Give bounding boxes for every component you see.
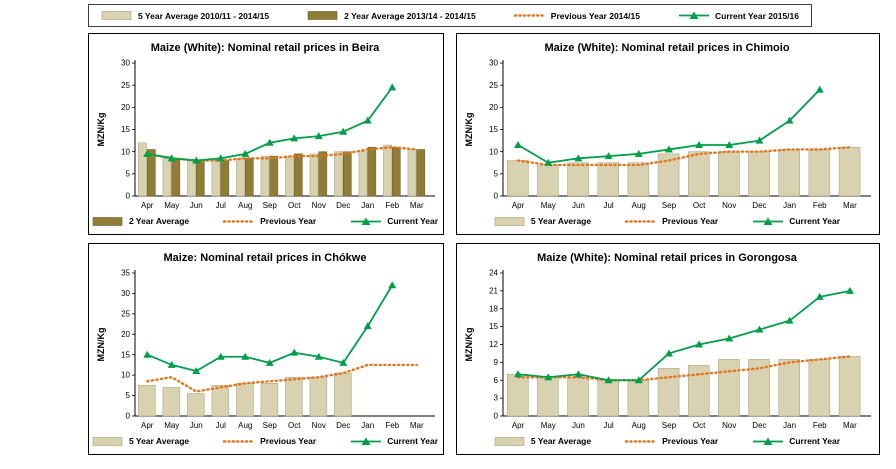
- svg-text:0: 0: [493, 191, 498, 201]
- svg-text:Sep: Sep: [262, 421, 277, 430]
- svg-text:0: 0: [125, 191, 130, 201]
- top-legend-item-2-year-average-2013-14-2014-15: [307, 10, 476, 21]
- chart-legend-item-previous-year: [223, 216, 316, 227]
- chart-legend-item-2-year-average: [92, 216, 189, 227]
- svg-text:Aug: Aug: [238, 201, 253, 210]
- svg-text:5: 5: [493, 169, 498, 179]
- svg-text:Oct: Oct: [692, 201, 706, 210]
- chart-panel-chimoio: [456, 33, 880, 235]
- chart-legend-label: Previous Year: [662, 436, 719, 446]
- dotted-swatch: [625, 216, 657, 227]
- svg-text:Nov: Nov: [722, 421, 737, 430]
- svg-text:12: 12: [489, 340, 498, 350]
- svg-text:Apr: Apr: [511, 421, 525, 430]
- chart-legend: [93, 431, 437, 451]
- bar-swatch: [494, 436, 526, 447]
- chart-legend-label: Current Year: [789, 436, 841, 446]
- svg-text:Feb: Feb: [812, 421, 827, 430]
- svg-text:10: 10: [489, 147, 498, 157]
- chart-legend-label: Current Year: [387, 216, 439, 226]
- top-legend-item-previous-year-2014-15: [514, 10, 640, 21]
- bars-5-year-average: [138, 373, 351, 416]
- chart-legend-label: Current Year: [387, 436, 439, 446]
- svg-text:Jan: Jan: [361, 421, 375, 430]
- charts-grid: [88, 33, 880, 455]
- bars-5-year-average: [507, 147, 860, 196]
- svg-text:Sep: Sep: [661, 421, 677, 430]
- svg-text:Aug: Aug: [238, 421, 253, 430]
- svg-text:Apr: Apr: [141, 201, 154, 210]
- top-legend-item-current-year-2015-16: [678, 10, 799, 21]
- svg-text:Nov: Nov: [311, 421, 326, 430]
- chart-legend-item-previous-year: [625, 216, 718, 227]
- chart-legend-item-5-year-average: [494, 436, 591, 447]
- svg-text:Nov: Nov: [311, 201, 326, 210]
- y-axis-label: MZN/Kg: [96, 112, 106, 147]
- chart-legend-label: Previous Year: [260, 436, 317, 446]
- dotted-swatch: [223, 216, 255, 227]
- chart-title: Maize: Nominal retail prices in Chókwe: [163, 252, 367, 264]
- svg-text:10: 10: [121, 147, 130, 157]
- svg-text:Jun: Jun: [571, 201, 585, 210]
- svg-text:25: 25: [489, 80, 498, 90]
- chart-legend-label: 5 Year Average: [128, 436, 190, 446]
- svg-text:Dec: Dec: [752, 201, 767, 210]
- bar-swatch: [494, 216, 526, 227]
- svg-text:15: 15: [489, 322, 498, 332]
- svg-text:May: May: [540, 201, 556, 210]
- svg-text:5: 5: [125, 169, 130, 179]
- line-current-year: [143, 281, 396, 374]
- bars-5-year-average: [507, 356, 860, 416]
- svg-text:3: 3: [493, 393, 498, 403]
- top-legend-item-5-year-average-2010-11-2014-15: [101, 10, 269, 21]
- chart-legend-item-current-year: [350, 436, 438, 447]
- svg-text:Oct: Oct: [288, 421, 301, 430]
- svg-text:Dec: Dec: [336, 201, 351, 210]
- svg-text:Dec: Dec: [336, 421, 351, 430]
- svg-text:20: 20: [489, 102, 498, 112]
- svg-text:Mar: Mar: [843, 201, 857, 210]
- svg-text:Mar: Mar: [843, 421, 857, 430]
- svg-text:Sep: Sep: [262, 201, 277, 210]
- chart-canvas: [93, 265, 437, 431]
- svg-text:5: 5: [125, 391, 130, 401]
- chart-legend-item-previous-year: [223, 436, 316, 447]
- chart-legend-label: Previous Year: [662, 216, 719, 226]
- chart-plot-area: [461, 55, 873, 211]
- svg-text:Mar: Mar: [409, 421, 424, 430]
- top-legend-label: 5 Year Average 2010/11 - 2014/15: [138, 10, 270, 21]
- svg-text:30: 30: [121, 58, 130, 68]
- svg-text:20: 20: [121, 329, 130, 339]
- svg-text:15: 15: [121, 350, 130, 360]
- chart-legend-item-5-year-average: [92, 436, 189, 447]
- top-legend-label: Current Year 2015/16: [715, 10, 799, 21]
- svg-text:20: 20: [121, 102, 130, 112]
- svg-text:Oct: Oct: [692, 421, 706, 430]
- svg-text:Mar: Mar: [409, 201, 424, 210]
- chart-legend-label: 5 Year Average: [530, 436, 592, 446]
- svg-text:Dec: Dec: [752, 421, 767, 430]
- svg-text:35: 35: [121, 268, 130, 278]
- svg-text:6: 6: [493, 375, 498, 385]
- x-axis-labels: [141, 421, 424, 430]
- svg-text:Jun: Jun: [189, 421, 203, 430]
- x-axis-labels: [512, 421, 857, 430]
- chart-title: Maize (White): Nominal retail prices in Beira: [150, 42, 380, 54]
- svg-text:Jan: Jan: [361, 201, 375, 210]
- dotted-swatch: [514, 10, 546, 21]
- top-legend: [88, 4, 812, 27]
- svg-text:0: 0: [125, 411, 130, 421]
- svg-text:May: May: [540, 421, 556, 430]
- bar-swatch: [307, 10, 339, 21]
- chart-legend: [461, 431, 873, 451]
- svg-text:Jan: Jan: [783, 201, 797, 210]
- svg-text:24: 24: [489, 268, 498, 278]
- line-triangle-swatch: [350, 436, 382, 447]
- chart-legend: [93, 211, 437, 231]
- line-triangle-swatch: [752, 436, 784, 447]
- chart-plot-area: [461, 265, 873, 431]
- svg-text:Jun: Jun: [189, 201, 203, 210]
- chart-legend-item-previous-year: [625, 436, 718, 447]
- svg-text:15: 15: [121, 125, 130, 135]
- chart-canvas: [461, 265, 873, 431]
- svg-text:10: 10: [121, 370, 130, 380]
- chart-title: Maize (White): Nominal retail prices in Chimoio: [544, 42, 790, 54]
- line-previous-year: [518, 356, 850, 380]
- chart-legend: [461, 211, 873, 231]
- svg-text:Nov: Nov: [722, 201, 737, 210]
- line-triangle-swatch: [350, 216, 382, 227]
- svg-text:21: 21: [489, 286, 498, 296]
- line-previous-year: [518, 147, 850, 165]
- chart-legend-item-current-year: [350, 216, 438, 227]
- dotted-swatch: [223, 436, 255, 447]
- chart-plot-area: [93, 265, 437, 431]
- chart-panel-chokwe: [88, 243, 444, 455]
- svg-text:Apr: Apr: [511, 201, 525, 210]
- chart-panel-gorongosa: [456, 243, 880, 455]
- chart-legend-label: Current Year: [789, 216, 841, 226]
- svg-text:Feb: Feb: [812, 201, 827, 210]
- dotted-swatch: [625, 436, 657, 447]
- bar-swatch: [92, 216, 124, 227]
- y-axis-label: MZN/Kg: [464, 327, 474, 362]
- chart-panel-beira: [88, 33, 444, 235]
- svg-text:Jul: Jul: [603, 201, 614, 210]
- chart-canvas: [461, 55, 873, 211]
- top-legend-label: 2 Year Average 2013/14 - 2014/15: [344, 10, 476, 21]
- svg-text:0: 0: [493, 411, 498, 421]
- svg-text:9: 9: [493, 357, 498, 367]
- chart-legend-label: Previous Year: [260, 216, 317, 226]
- svg-text:Aug: Aug: [631, 201, 646, 210]
- svg-text:Feb: Feb: [385, 201, 400, 210]
- svg-text:30: 30: [489, 58, 498, 68]
- chart-legend-item-5-year-average: [494, 216, 591, 227]
- bar-swatch: [101, 10, 133, 21]
- svg-text:Jul: Jul: [603, 421, 614, 430]
- svg-text:30: 30: [121, 289, 130, 299]
- svg-text:25: 25: [121, 309, 130, 319]
- x-axis-labels: [512, 201, 857, 210]
- chart-canvas: [93, 55, 437, 211]
- svg-text:Jul: Jul: [215, 201, 226, 210]
- line-triangle-swatch: [752, 216, 784, 227]
- line-triangle-swatch: [678, 10, 710, 21]
- top-legend-label: Previous Year 2014/15: [550, 10, 640, 21]
- line-current-year: [514, 287, 854, 383]
- x-axis-labels: [141, 201, 424, 210]
- y-axis-label: MZN/Kg: [96, 327, 106, 362]
- svg-text:May: May: [164, 201, 180, 210]
- chart-legend-item-current-year: [752, 216, 840, 227]
- chart-plot-area: [93, 55, 437, 211]
- svg-text:25: 25: [121, 80, 130, 90]
- chart-legend-label: 2 Year Average: [128, 216, 190, 226]
- chart-legend-item-current-year: [752, 436, 840, 447]
- chart-title: Maize (White): Nominal retail prices in Gorongosa: [537, 252, 797, 264]
- bar-swatch: [92, 436, 124, 447]
- svg-text:Aug: Aug: [631, 421, 646, 430]
- svg-text:Feb: Feb: [385, 421, 400, 430]
- svg-text:Jan: Jan: [783, 421, 797, 430]
- chart-legend-label: 5 Year Average: [530, 216, 592, 226]
- svg-text:15: 15: [489, 125, 498, 135]
- y-axis-label: MZN/Kg: [464, 112, 474, 147]
- svg-text:Jul: Jul: [215, 421, 226, 430]
- svg-text:Oct: Oct: [288, 201, 301, 210]
- svg-text:Apr: Apr: [141, 421, 154, 430]
- line-previous-year: [147, 147, 417, 160]
- svg-text:Sep: Sep: [661, 201, 677, 210]
- svg-text:18: 18: [489, 304, 498, 314]
- svg-text:May: May: [164, 421, 180, 430]
- svg-text:Jun: Jun: [571, 421, 585, 430]
